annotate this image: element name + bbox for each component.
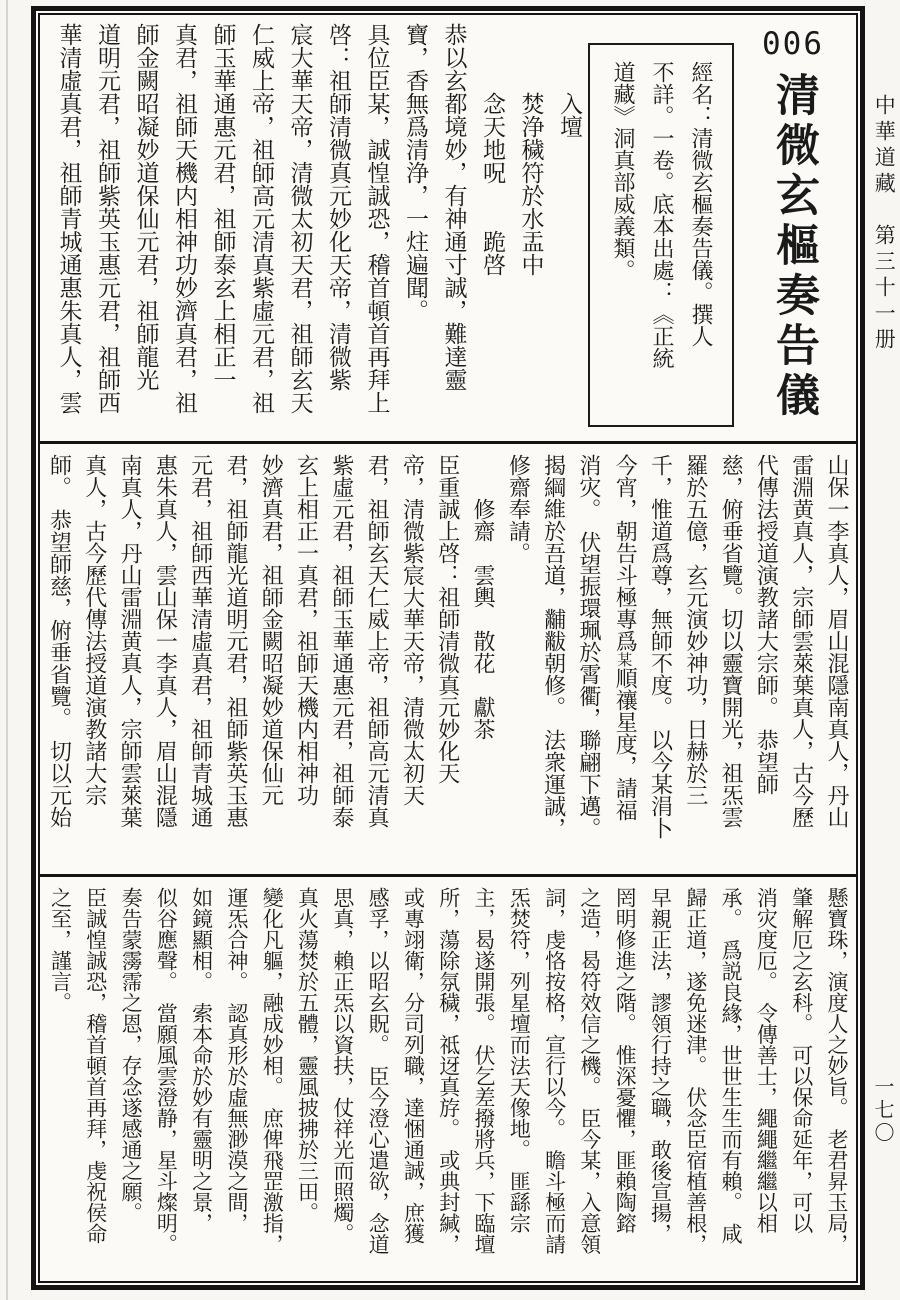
- text-column: 千，惟道爲尊，無師不度。 以今某涓卜: [647, 454, 673, 839]
- text-column: 早親正法，謬領行持之職，敢後宣揚，: [648, 887, 673, 1244]
- text-column: 玄上相正一真君，祖師天機内相神功: [293, 454, 319, 806]
- text-column: 啓：祖師清微真元妙化天帝，清微紫: [325, 23, 351, 391]
- title-block: [752, 26, 834, 422]
- text-column: 歸正道，遂免迷津。 伏念臣宿植善根，: [683, 887, 708, 1255]
- small-annotation-char: 某: [615, 652, 634, 667]
- text-column: 雷淵黄真人，宗師雲萊葉真人，古今歷: [788, 454, 814, 828]
- text-column: 炁焚符，列星壇而法天像地。 匪繇宗: [507, 887, 532, 1234]
- text-column: 詞，虔恪按格，宣行以今。 瞻斗極而請: [542, 887, 567, 1255]
- text-column: 修齋奉請。: [505, 454, 531, 564]
- text-column: 所，蕩除氛穢，祗迓真斿。 或典封緘，: [436, 887, 461, 1255]
- text-column: 真火蕩焚於五體，靈風披拂於三田。: [295, 887, 320, 1223]
- text-column: 道明元君，祖師紫英玉惠元君，祖師西: [94, 23, 120, 414]
- text-column: 入壇: [556, 23, 582, 138]
- text-column: 揭綱維於吾道，黼黻朝修。 法衆運誠，: [540, 454, 566, 839]
- page-border-inner-rule: [38, 13, 858, 1283]
- text-column: 真君，祖師天機内相神功妙濟真君，祖: [171, 23, 197, 414]
- text-column: 消灾。 伏望振環珮於霄衢，聯翩下邁。: [575, 454, 601, 839]
- text-column: 道藏》洞真部威義類。: [610, 61, 635, 281]
- page-border-frame: [31, 6, 865, 1290]
- text-column: 之造，曷符效信之機。 臣今某，入意領: [577, 887, 602, 1255]
- text-column: 臣誠惶誠恐，稽首頓首再拜，虔祝侯命: [83, 887, 108, 1244]
- text-column: 焚浄穢符於水盂中: [517, 23, 544, 276]
- text-column: 仁威上帝，祖師高元清真紫虛元君，祖: [248, 23, 274, 414]
- text-column: 變化凡軀，融成妙相。 庶俾飛罡激指，: [260, 887, 285, 1255]
- register-top-text: [44, 23, 588, 433]
- scan-page-edge-line: [6, 0, 8, 1300]
- text-column: 師玉華通惠元君，祖師泰玄上相正一: [209, 23, 236, 391]
- text-column: 紫虛元君，祖師玉華通惠元君，祖師泰: [328, 454, 354, 828]
- text-column: 修齋 雲輿 散花 獻茶: [470, 454, 496, 740]
- register-divider-1: [40, 441, 856, 444]
- register-divider-2: [40, 874, 856, 877]
- register-middle: [40, 446, 856, 872]
- text-column: 代傳法授道演教諸大宗師。 恭望師: [753, 454, 779, 795]
- text-column: 罔明修進之階。 惟深憂懼，匪賴陶鎔: [613, 887, 638, 1234]
- page-title: 清微玄樞奏告儀: [768, 72, 819, 422]
- text-column: 主，曷遂開張。 伏乞差撥將兵，下臨壇: [472, 887, 497, 1255]
- text-column: 承。 爲説良緣，世世生生而有賴。 咸: [719, 887, 744, 1244]
- text-column: 師金闕昭凝妙道保仙元君，祖師龍光: [132, 23, 159, 391]
- text-column: 念天地呪 跪啓: [479, 23, 505, 276]
- text-column: 妙濟真君，祖師金闕昭凝妙道保仙元: [258, 454, 284, 806]
- text-column: 不詳。一卷。底本出處：《正統: [649, 61, 674, 369]
- edition-volume-label: 中華道藏 第三十一册: [872, 94, 897, 354]
- text-column: 惠朱真人，雲山保一李真人，眉山混隱: [152, 454, 178, 828]
- text-column: 華清虛真君，祖師青城通惠朱真人，雲: [55, 23, 82, 414]
- text-column: 消灾度厄。 令傳善士，繩繩繼繼以相: [754, 887, 779, 1234]
- page-number: 一七〇: [871, 1076, 895, 1145]
- text-column: 具位臣某，誠惶誠恐，稽首頓首再拜上: [363, 23, 390, 414]
- text-column: 帝，清微紫宸大華天帝，清微太初天: [399, 454, 425, 806]
- text-column: 慈，俯垂省覽。切以靈寶開光，祖炁雲: [718, 454, 744, 828]
- text-column: 臣重誠上啓：祖師清微真元妙化天: [434, 454, 460, 784]
- text-column: 思真，賴正炁以資扶，仗祥光而照燭。: [330, 887, 355, 1244]
- text-column: 羅於五億，玄元演妙神功，日赫於三: [682, 454, 708, 806]
- text-column: 運炁合神。 認真形於虛無渺漠之間，: [224, 887, 249, 1234]
- text-column: 寶，香無爲清浄，一炷遍聞。: [402, 23, 428, 322]
- document-number: 006: [762, 26, 824, 62]
- text-column: 元君，祖師西華清虛真君，祖師青城通: [187, 454, 213, 828]
- text-column: 山保一李真人，眉山混隱南真人，丹山: [824, 454, 849, 828]
- register-bottom: [40, 879, 856, 1277]
- bibliographic-note-box: [588, 43, 734, 427]
- text-column: 奏告蒙霶霈之恩，存念遂感通之願。: [119, 887, 144, 1223]
- text-column: 似谷應聲。 當願風雲澄静，星斗燦明。: [154, 887, 179, 1255]
- text-column: 君，祖師龍光道明元君，祖師紫英玉惠: [222, 454, 248, 828]
- register-bottom-text: [42, 887, 854, 1273]
- text-column: 恭以玄都境妙，有神通寸誠，難達靈: [440, 23, 467, 391]
- text-column: 君，祖師玄天仁威上帝，祖師高元清真: [364, 454, 390, 828]
- text-column: 師。 恭望師慈，俯垂省覽。 切以元始: [46, 454, 72, 828]
- register-top: [40, 15, 856, 439]
- text-column: 南真人，丹山雷淵黄真人，宗師雲萊葉: [117, 454, 143, 828]
- text-column: 肇解厄之玄科。 可以保命延年，可以: [789, 887, 814, 1234]
- text-column: 經名：清微玄樞奏告儀。撰人: [688, 61, 713, 347]
- text-column: 之至，謹言。: [48, 887, 73, 1013]
- register-middle-text: [42, 454, 854, 868]
- text-column: 今宵，朝告斗極專爲某順禳星度，請福: [612, 454, 638, 821]
- text-column: 或專翊衛，分司列職，達悃通誠，庶獲: [401, 887, 426, 1244]
- text-column: 宸大華天帝，清微太初天君，祖師玄天: [286, 23, 313, 414]
- text-column: 懸寶珠，演度人之妙旨。 老君昇玉局，: [825, 887, 849, 1255]
- text-column: 如鏡顯相。 索本命於妙有靈明之景，: [189, 887, 214, 1234]
- text-column: 真人，古今歷代傳法授道演教諸大宗: [81, 454, 107, 806]
- text-column: 感孚，以昭玄貺。 臣今澄心遣欲，念道: [366, 887, 391, 1255]
